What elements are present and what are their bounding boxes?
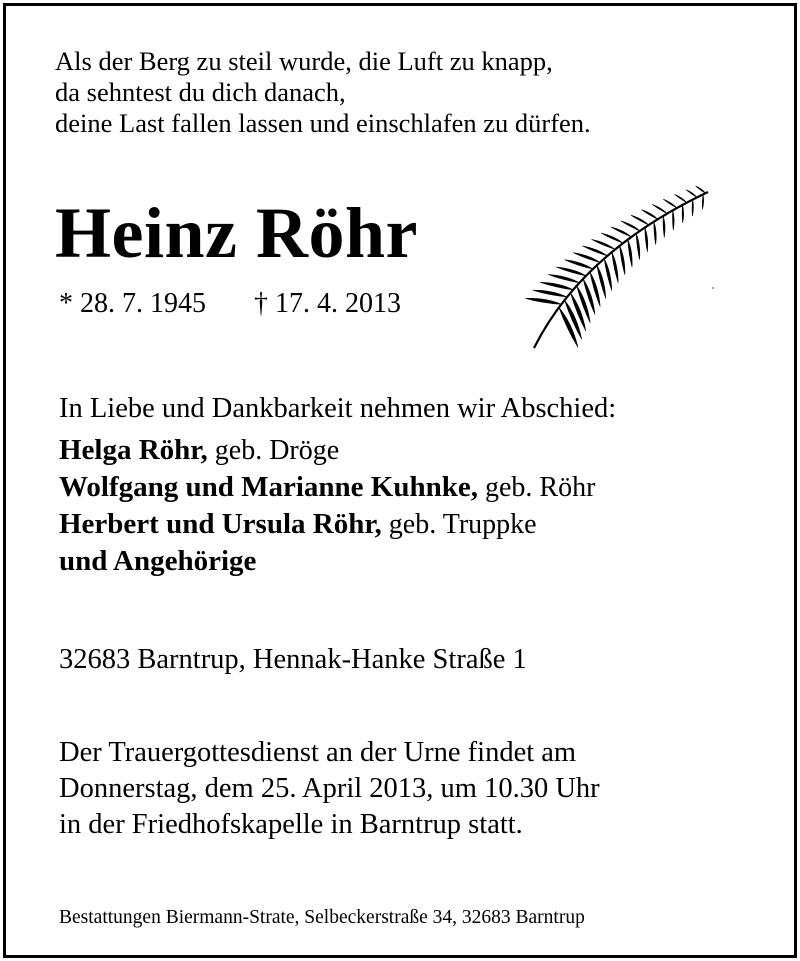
palm-leaf <box>663 216 665 237</box>
speck <box>712 287 714 289</box>
deceased-name: Heinz Röhr <box>55 193 418 273</box>
service-line: in der Friedhofskapelle in Barntrup statt. <box>59 809 523 840</box>
palm-leaf <box>675 194 687 202</box>
palm-leaf <box>559 308 578 348</box>
mourners-address: 32683 Barntrup, Hennak-Hanke Straße 1 <box>59 644 527 675</box>
mourner-nee: geb. Dröge <box>214 435 340 466</box>
list-item <box>59 543 595 580</box>
palm-leaf <box>652 204 667 213</box>
palm-leaf <box>631 215 649 225</box>
poem <box>55 46 591 139</box>
mourner-nee: geb. Truppke <box>388 509 537 540</box>
palm-leaf <box>592 239 616 249</box>
palm-leaf <box>654 222 656 245</box>
palm-leaf <box>604 259 612 291</box>
palm-leaf <box>582 246 607 256</box>
palm-leaf <box>621 221 640 231</box>
palm-leaf <box>673 210 675 230</box>
palm-leaf <box>645 228 648 253</box>
palm-leaf <box>636 234 640 260</box>
palm-leaf <box>686 190 697 198</box>
life-dates <box>59 284 401 324</box>
mourner-name: Wolfgang und Marianne Kuhnke, <box>59 471 478 503</box>
palm-leaf <box>556 267 586 276</box>
mourner-nee: geb. Röhr <box>485 472 596 503</box>
palm-leaf <box>548 275 579 283</box>
palm-leaf <box>573 253 600 263</box>
palm-leaf <box>565 260 593 269</box>
death-date: † 17. 4. 2013 <box>254 288 401 319</box>
palm-leaf <box>702 194 703 209</box>
list-item <box>59 469 595 506</box>
palm-leaf <box>628 240 632 268</box>
list-item <box>59 506 595 543</box>
palm-leaf <box>611 227 632 237</box>
palm-leaf <box>540 282 573 290</box>
palm-leaf <box>612 252 618 283</box>
palm-leaf <box>692 200 693 217</box>
service-line: Donnerstag, dem 25. April 2013, um 10.30 Uhr <box>59 773 600 804</box>
poem-line: Als der Berg zu steil wurde, die Luft zu knapp, <box>55 46 553 76</box>
undertaker-line: Bestattungen Biermann-Strate, Selbeckerstraße 34, 32683 Barntrup <box>59 907 585 928</box>
list-item <box>59 432 595 469</box>
palm-leaf <box>642 210 658 220</box>
palm-leaf <box>663 199 677 208</box>
palm-leaf <box>533 290 567 297</box>
palm-leaf <box>601 233 623 243</box>
palm-leaf <box>682 205 684 223</box>
service-notice <box>59 735 600 843</box>
poem-line: da sehntest du dich danach, <box>55 77 346 107</box>
palm-leaf <box>696 186 706 193</box>
relatives: und Angehörige <box>59 545 257 577</box>
farewell-text: In Liebe und Dankbarkeit nehmen wir Abschied: <box>59 393 617 424</box>
palm-leaf <box>620 246 625 275</box>
mourner-name: Helga Röhr, <box>59 434 208 466</box>
palm-branch-icon <box>512 172 720 354</box>
mourners-list <box>59 432 595 580</box>
palm-leaf <box>526 298 562 304</box>
service-line: Der Trauergottesdienst an der Urne findet am <box>59 737 577 768</box>
poem-line: deine Last fallen lassen und einschlafen zu dürfen. <box>55 108 591 138</box>
birth-date: * 28. 7. 1945 <box>59 288 206 319</box>
mourner-name: Herbert und Ursula Röhr, <box>59 508 382 540</box>
